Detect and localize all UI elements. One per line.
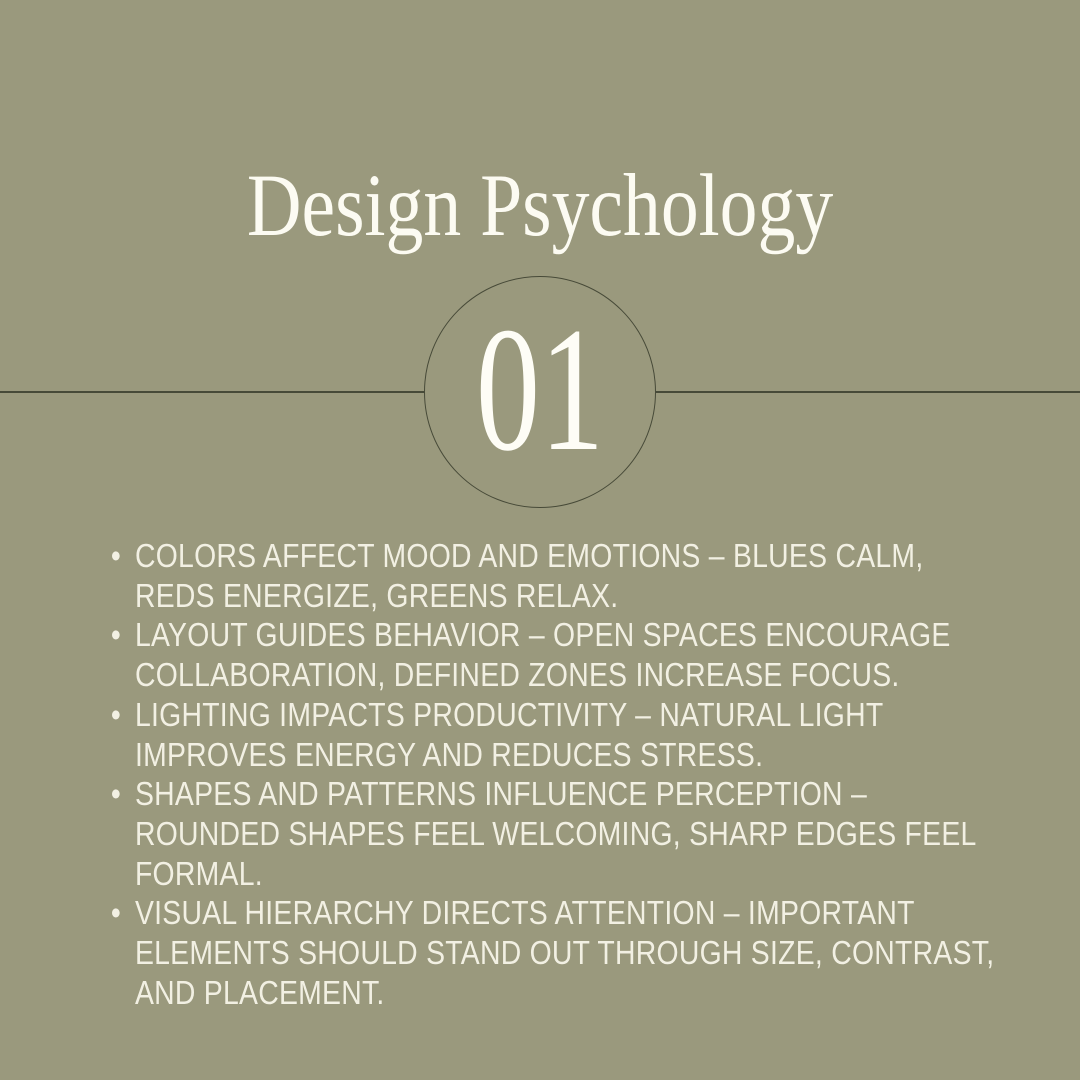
bullet-item: • SHAPES AND PATTERNS INFLUENCE PERCEPTION – ROUNDED SHAPES FEEL WELCOMING, SHARP EDGES FEEL FORMAL. [110,774,995,893]
bullet-list [110,536,995,1012]
bullet-item: • LAYOUT GUIDES BEHAVIOR – OPEN SPACES ENCOURAGE COLLABORATION, DEFINED ZONES INCREASE FOCUS. [110,615,995,694]
bullet-item: • LIGHTING IMPACTS PRODUCTIVITY – NATURAL LIGHT IMPROVES ENERGY AND REDUCES STRESS. [110,695,995,774]
slide-title: Design Psychology [246,156,834,255]
section-number-circle [424,276,656,508]
section-number: 01 [475,290,605,488]
bullet-item: • VISUAL HIERARCHY DIRECTS ATTENTION – IMPORTANT ELEMENTS SHOULD STAND OUT THROUGH SIZE, CONTRAST, AND PLACEMENT. [110,893,995,1012]
bullet-item: • COLORS AFFECT MOOD AND EMOTIONS – BLUES CALM, REDS ENERGIZE, GREENS RELAX. [110,536,995,615]
